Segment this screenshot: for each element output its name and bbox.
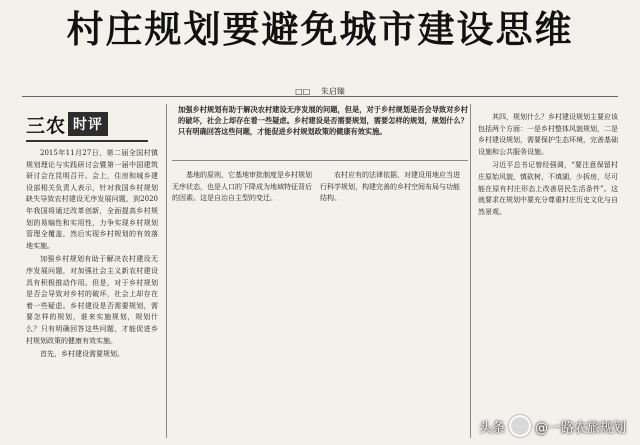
watermark-prefix: 头条 (478, 420, 505, 436)
article-column-4 (478, 112, 618, 438)
top-divider (22, 96, 618, 97)
watermark-logo-icon (509, 415, 531, 437)
watermark (479, 415, 626, 437)
paragraph: 其四，规划什么？乡村建设规划主要应该包括两个方面：一是乡村整体风貌规划，二是乡村建设规划，需要保护生态环境，完善基础设施和公共服务设施。 (478, 113, 618, 156)
paragraph: 加强乡村规划有助于解决农村建设无序发展问题，对加强社会主义新农村建设具有积极推动作用。但是，对于乡村规划是否会导致对乡村的破坏，社会上却存在着一些疑虑。乡村建设是否需要规划，需要怎样的规划，谁来实施规划，规划什么？只有明确回答这些问题，才能促进乡村规划政策的健康有效实施。 (26, 255, 158, 345)
lead-divider (172, 160, 468, 161)
column-badge-part1: 三农 (26, 114, 67, 137)
paragraph: 农村应有的法律依据，对建设用地应当进行科学规划，构建完善的乡村空间布局与功能结构。 (320, 171, 460, 203)
byline-mark: □□ (295, 87, 311, 96)
column-badge (26, 112, 124, 136)
article-column-3 (320, 170, 460, 438)
badge-underline (26, 140, 148, 142)
paragraph: 习近平总书记曾经强调，“要注意保留村庄原始风貌，慎砍树，不填湖，少拆房，尽可能在原有村庄形态上改善居民生活条件”。这就要求在规划中要充分尊重村庄历史文化与自然景观。 (478, 161, 618, 216)
paragraph: 首先，乡村建设需要规划。 (40, 350, 124, 359)
column-divider (470, 104, 471, 438)
paragraph: 2015年11月27日，第二届全国村镇规划理论与实践研讨会暨第一届中国建筑研讨会在昆明召开。会上，住房和城乡建设部相关负责人表示，针对我国乡村规划缺失导致农村建设无序发展问题，到2020年我国将通过改革创新，全面提高乡村规划的易编性和实用性，力争实现乡村规划管理全覆盖，然后实现乡村规划的有效落地实施。 (26, 149, 158, 250)
column-divider (166, 104, 167, 438)
article-column-2 (172, 170, 312, 438)
article-column-1 (26, 148, 158, 438)
byline-author: 朱启臻 (320, 87, 345, 96)
watermark-handle: @一路农旅规划 (534, 420, 626, 436)
headline: 村庄规划要避免城市建设思维 (66, 8, 574, 51)
paragraph: 基地的原则，它基地审批制度是乡村规划无序状态，也是人口的下降成为地域特征背后的因素。这是自治自主型的变迁。 (172, 171, 312, 203)
column-badge-part2: 时评 (68, 112, 108, 136)
lead-paragraph: 加强乡村规划有助于解决农村建设无序发展的问题，但是，对于乡村规划是否会导致对乡村的破坏，社会上却存在着一些疑虑。乡村建设是否需要规划，需要怎样的规划，规划什么？只有明确回答这些问题，才能促进乡村规划政策的健康有效实施。 (178, 105, 468, 136)
